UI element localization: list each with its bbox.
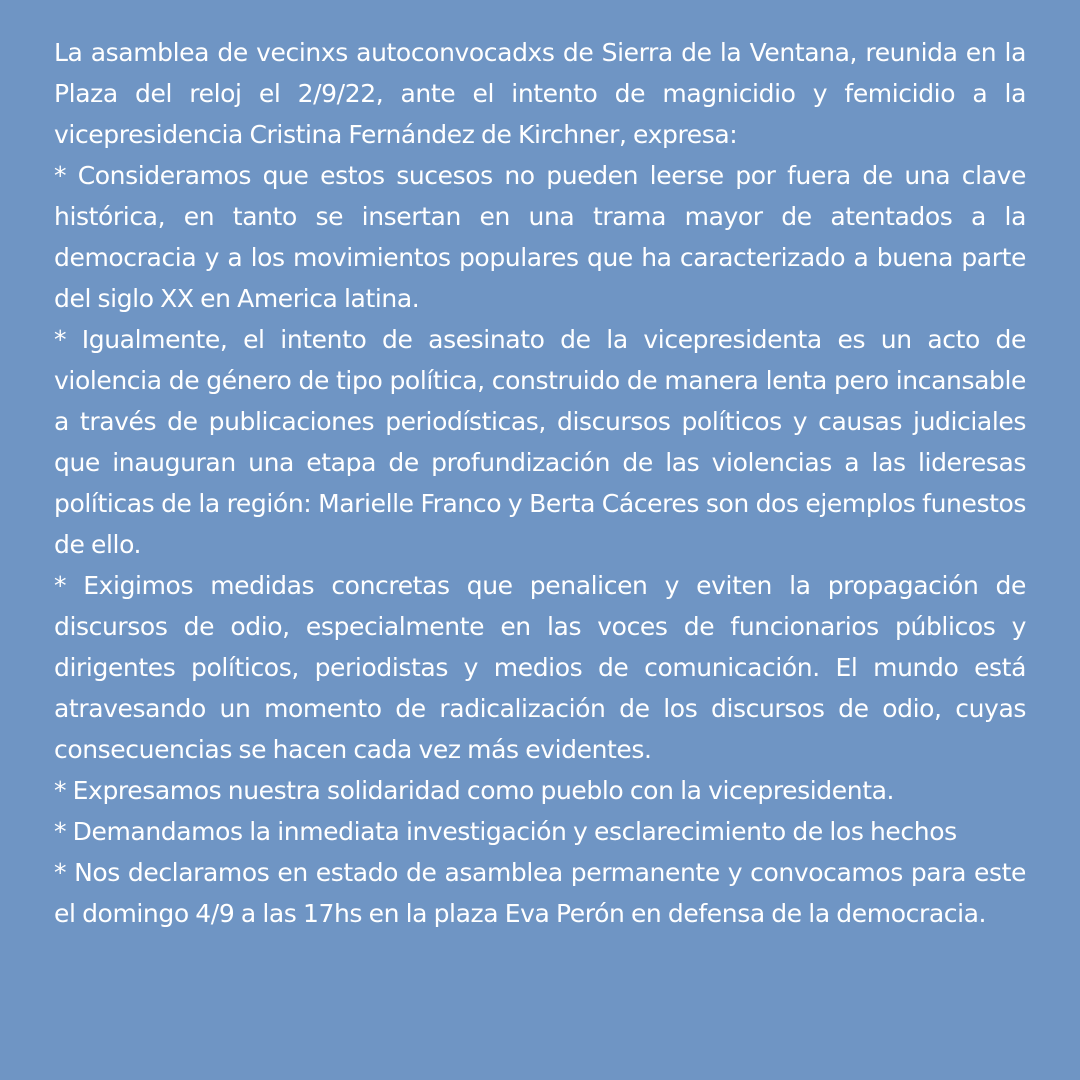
statement-point-4: * Expresamos nuestra solidaridad como pueblo con la vicepresidenta. <box>54 776 895 805</box>
statement-point-2: * Igualmente, el intento de asesinato de la vicepresidenta es un acto de violencia de género de tipo política, construido de manera lenta pero incansable a través de publicaciones periodísticas, discursos políticos y causas judiciales que inauguran una etapa de profundización de las violencias a las lideresas políticas de la región: Marielle Franco y Berta Cáceres son dos ejemplos funestos de ello. <box>54 325 1026 559</box>
statement-point-5: * Demandamos la inmediata investigación y esclarecimiento de los hechos <box>54 817 957 846</box>
statement-point-6: * Nos declaramos en estado de asamblea permanente y convocamos para este el domingo 4/9 a las 17hs en la plaza Eva Perón en defensa de la democracia. <box>54 858 1026 928</box>
statement-text <box>54 32 1026 934</box>
statement-intro: La asamblea de vecinxs autoconvocadxs de Sierra de la Ventana, reunida en la Plaza del reloj el 2/9/22, ante el intento de magnicidio y femicidio a la vicepresidencia Cristina Fernández de Kirchner, expresa: <box>54 38 1026 149</box>
statement-point-3: * Exigimos medidas concretas que penalicen y eviten la propagación de discursos de odio, especialmente en las voces de funcionarios públicos y dirigentes políticos, periodistas y medios de comunicación. El mundo está atravesando un momento de radicalización de los discursos de odio, cuyas consecuencias se hacen cada vez más evidentes. <box>54 571 1026 764</box>
statement-point-1: * Consideramos que estos sucesos no pueden leerse por fuera de una clave histórica, en tanto se insertan en una trama mayor de atentados a la democracia y a los movimientos populares que ha caracterizado a buena parte del siglo XX en America latina. <box>54 161 1026 313</box>
